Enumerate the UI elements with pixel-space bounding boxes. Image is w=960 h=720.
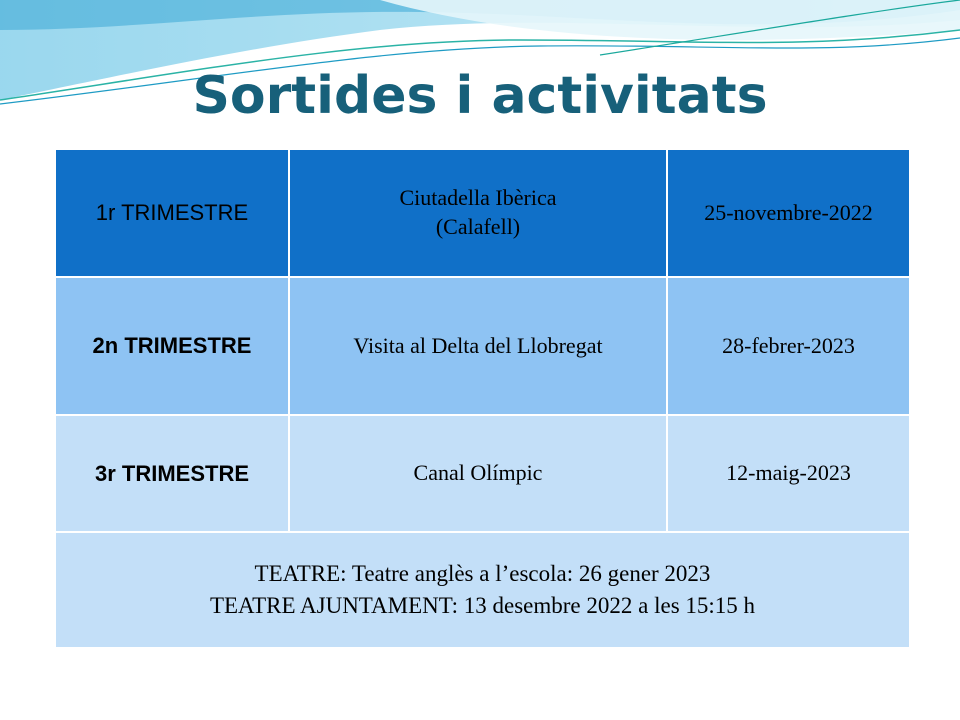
activity-cell [289,277,667,415]
activity-line: (Calafell) [435,214,521,239]
term-label: 1r TRIMESTRE [95,200,249,225]
term-label: 3r TRIMESTRE [94,460,250,486]
table-row [55,532,910,648]
term-cell [55,415,289,532]
note-line: TEATRE: Teatre anglès a l’escola: 26 gener 2023 [254,561,711,586]
term-cell [55,277,289,415]
notes-cell [55,532,910,648]
date-label: 25-novembre-2022 [704,199,873,225]
schedule-table [54,148,911,649]
activity-line: Canal Olímpic [413,460,543,486]
note-line: TEATRE AJUNTAMENT: 13 desembre 2022 a les 15:15 h [209,593,756,618]
page-title: Sortides i activitats [192,66,768,126]
activity-cell [289,149,667,277]
table-row [55,415,910,532]
date-label: 28-febrer-2023 [722,332,855,358]
activity-line: Ciutadella Ibèrica [399,185,557,211]
table-row [55,149,910,277]
term-cell [55,149,289,277]
term-label: 2n TRIMESTRE [92,333,252,358]
date-cell [667,277,910,415]
table-row [55,277,910,415]
date-cell [667,149,910,277]
activity-cell [289,415,667,532]
date-cell [667,415,910,532]
activity-line: Visita al Delta del Llobregat [353,332,603,358]
date-label: 12-maig-2023 [726,460,851,486]
